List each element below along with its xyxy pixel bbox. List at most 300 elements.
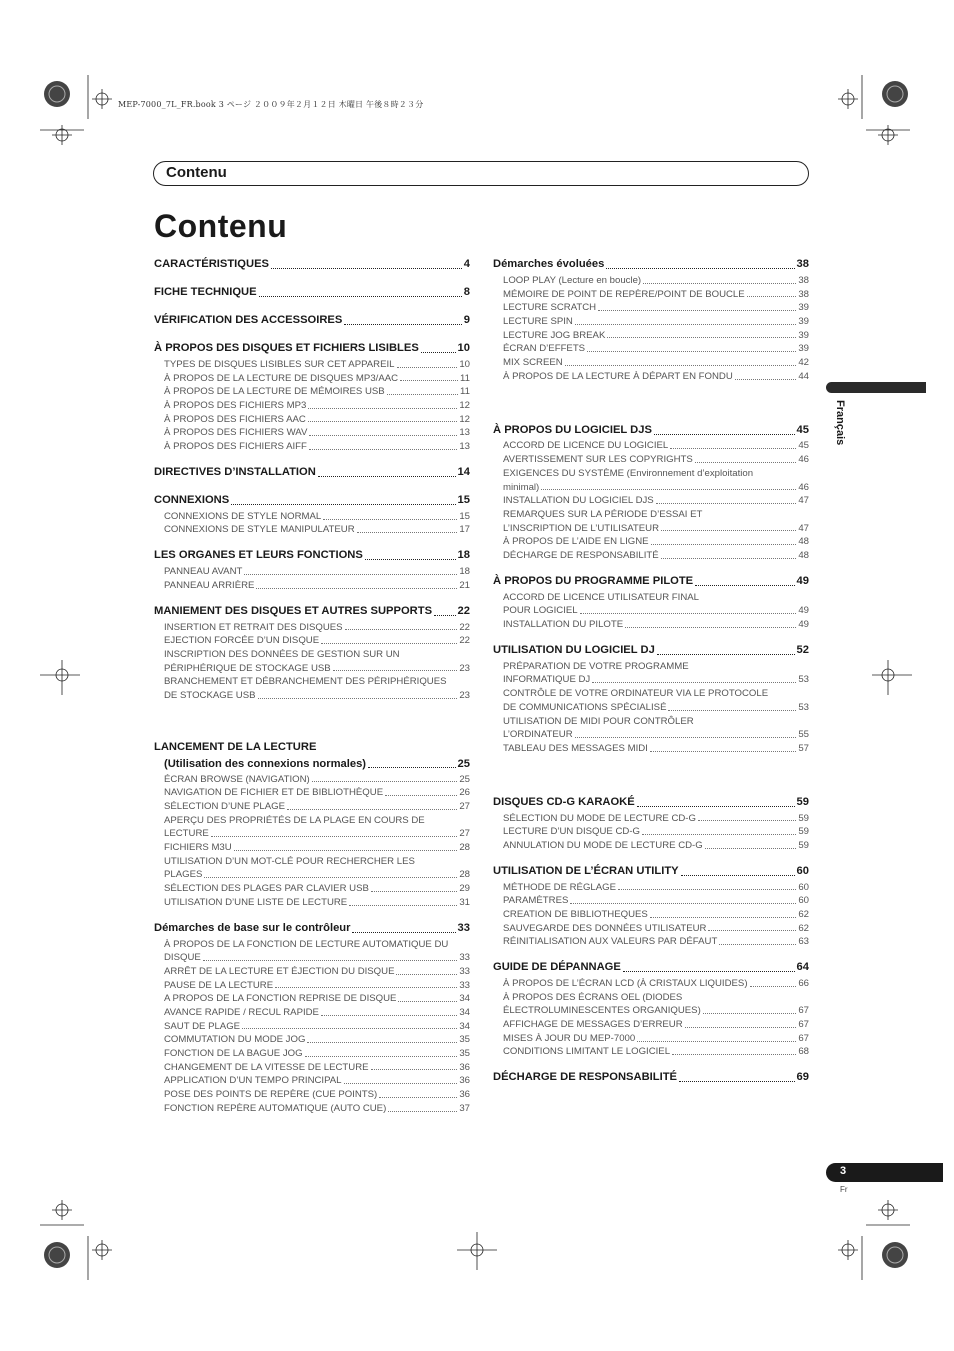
toc-entry bbox=[503, 908, 809, 922]
toc-entry-text: LECTURE SPIN bbox=[503, 316, 573, 328]
toc-entry-line: EXIGENCES DU SYSTÈME (Environnement d’exploitation bbox=[503, 467, 754, 479]
toc-entry bbox=[503, 535, 809, 549]
toc-heading-page: 18 bbox=[457, 549, 470, 562]
toc-entry-row bbox=[503, 825, 809, 839]
section-header-bar bbox=[153, 161, 809, 186]
toc-heading-title: LES ORGANES ET LEURS FONCTIONS bbox=[154, 549, 363, 562]
dot-leader bbox=[670, 448, 796, 449]
dot-leader bbox=[606, 268, 794, 269]
dot-leader bbox=[271, 268, 462, 269]
toc-entry-row bbox=[503, 274, 809, 288]
toc-entry bbox=[164, 1074, 470, 1088]
toc-entry bbox=[164, 786, 470, 800]
dot-leader bbox=[318, 476, 456, 477]
toc-entry-page: 45 bbox=[798, 440, 809, 452]
toc-entry-text: MÉTHODE DE RÉGLAGE bbox=[503, 881, 617, 893]
toc-entry-row bbox=[503, 453, 809, 467]
toc-entry bbox=[164, 1020, 470, 1034]
dot-leader bbox=[679, 1081, 795, 1082]
toc-entry-page: 39 bbox=[798, 316, 809, 328]
registration-mark-top-right bbox=[820, 75, 910, 165]
toc-section bbox=[154, 254, 470, 274]
toc-entry-text: DISQUE bbox=[164, 952, 201, 964]
toc-heading bbox=[154, 545, 470, 565]
toc-entry bbox=[164, 1006, 470, 1020]
toc-entry bbox=[503, 935, 809, 949]
page-number-badge bbox=[826, 1163, 943, 1182]
dot-leader bbox=[203, 960, 458, 961]
toc-entry bbox=[164, 1061, 470, 1075]
toc-heading-title: MANIEMENT DES DISQUES ET AUTRES SUPPORTS bbox=[154, 604, 433, 617]
toc-entry-row bbox=[164, 827, 470, 841]
dot-leader bbox=[357, 532, 458, 533]
toc-entry bbox=[503, 687, 809, 714]
dot-leader bbox=[750, 986, 797, 987]
dot-leader bbox=[349, 905, 457, 906]
toc-entry-page: 55 bbox=[798, 729, 809, 741]
toc-entry bbox=[164, 896, 470, 910]
toc-entry-page: 23 bbox=[459, 689, 470, 701]
toc-entry-text: INSTALLATION DU LOGICIEL DJS bbox=[503, 495, 654, 507]
dot-leader bbox=[541, 489, 796, 490]
dot-leader bbox=[396, 974, 457, 975]
toc-entry-text: AFFICHAGE DE MESSAGES D’ERREUR bbox=[503, 1019, 683, 1031]
toc-heading bbox=[493, 640, 809, 660]
toc-entry-text: MÉMOIRE DE POINT DE REPÈRE/POINT DE BOUCLE bbox=[503, 288, 745, 300]
dot-leader bbox=[570, 903, 796, 904]
toc-entry-page: 31 bbox=[459, 896, 470, 908]
toc-entry-text: EJECTION FORCÉE D’UN DISQUE bbox=[164, 635, 320, 647]
toc-entry-line: REMARQUES SUR LA PÉRIODE D’ESSAI ET bbox=[503, 508, 703, 520]
toc-entry bbox=[503, 977, 809, 991]
toc-entry-row bbox=[503, 673, 809, 687]
toc-heading-title: (Utilisation des connexions normales) bbox=[164, 757, 367, 770]
toc-entry-row bbox=[503, 535, 809, 549]
toc-entry-row bbox=[503, 728, 809, 742]
dot-leader bbox=[661, 530, 796, 531]
toc-right-column bbox=[493, 254, 809, 1087]
toc-entry bbox=[164, 1047, 470, 1061]
dot-leader bbox=[256, 588, 457, 589]
toc-entry-page: 21 bbox=[459, 579, 470, 591]
toc-entry-row bbox=[164, 882, 470, 896]
toc-entry-page: 28 bbox=[459, 869, 470, 881]
toc-heading-title: DIRECTIVES D’INSTALLATION bbox=[154, 465, 316, 478]
toc-entry-line: APERÇU DES PROPRIÉTÉS DE LA PLAGE EN COURS DE bbox=[164, 814, 425, 826]
toc-entry-page: 29 bbox=[459, 883, 470, 895]
toc-entry-page: 11 bbox=[460, 372, 470, 384]
toc-entry bbox=[164, 979, 470, 993]
toc-heading bbox=[154, 282, 470, 302]
dot-leader bbox=[650, 751, 796, 752]
toc-entry-page: 36 bbox=[459, 1089, 470, 1101]
toc-entry-row bbox=[503, 481, 809, 495]
dot-leader bbox=[637, 806, 795, 807]
toc-entry-text: A PROPOS DE LA FONCTION REPRISE DE DISQUE bbox=[164, 993, 397, 1005]
toc-entry-text: LECTURE SCRATCH bbox=[503, 302, 597, 314]
toc-entry-row bbox=[503, 440, 809, 454]
toc-entry-page: 28 bbox=[459, 842, 470, 854]
toc-entry-text: ÉCRAN BROWSE (NAVIGATION) bbox=[164, 773, 310, 785]
toc-entry-row bbox=[164, 965, 470, 979]
toc-entry-page: 57 bbox=[798, 742, 809, 754]
toc-entry-text: SAUT DE PLAGE bbox=[164, 1020, 241, 1032]
toc-entry-row bbox=[164, 621, 470, 635]
dot-leader bbox=[368, 767, 456, 768]
toc-entry-row bbox=[503, 301, 809, 315]
dot-leader bbox=[592, 682, 796, 683]
dot-leader bbox=[308, 408, 457, 409]
toc-entry-text: FICHIERS M3U bbox=[164, 842, 232, 854]
registration-mark-mid-left bbox=[40, 660, 80, 700]
toc-entry bbox=[503, 508, 809, 535]
toc-entry-page: 42 bbox=[798, 357, 809, 369]
registration-mark-bottom-right bbox=[820, 1190, 910, 1280]
toc-section bbox=[493, 420, 809, 563]
toc-section bbox=[493, 571, 809, 632]
dot-leader bbox=[258, 698, 458, 699]
toc-entry-page: 15 bbox=[459, 510, 470, 522]
toc-entry-text: RÉINITIALISATION AUX VALEURS PAR DÉFAUT bbox=[503, 936, 718, 948]
toc-heading-title: FICHE TECHNIQUE bbox=[154, 286, 257, 298]
toc-entry-text: CHANGEMENT DE LA VITESSE DE LECTURE bbox=[164, 1061, 369, 1073]
toc-entry-line: INSCRIPTION DES DONNÉES DE GESTION SUR UN bbox=[164, 648, 400, 660]
dot-leader bbox=[211, 836, 458, 837]
dot-leader bbox=[656, 503, 797, 504]
toc-heading-page: 45 bbox=[796, 423, 809, 436]
toc-entry-page: 27 bbox=[459, 801, 470, 813]
dot-leader bbox=[387, 394, 458, 395]
toc-section bbox=[493, 1067, 809, 1087]
toc-heading-page: 9 bbox=[463, 314, 470, 326]
toc-entry-row bbox=[503, 935, 809, 949]
dot-leader bbox=[719, 944, 796, 945]
toc-entry-text: INFORMATIQUE DJ bbox=[503, 674, 591, 686]
dot-leader bbox=[312, 781, 458, 782]
toc-entry-row bbox=[164, 689, 470, 703]
toc-entry-row bbox=[164, 1020, 470, 1034]
toc-entry bbox=[503, 1018, 809, 1032]
toc-entry-row bbox=[503, 494, 809, 508]
toc-entry bbox=[164, 385, 470, 399]
toc-entry-row bbox=[164, 951, 470, 965]
toc-entry-page: 44 bbox=[798, 370, 809, 382]
dot-leader bbox=[587, 351, 796, 352]
toc-heading-page: 59 bbox=[796, 795, 809, 808]
toc-entry-page: 47 bbox=[798, 495, 809, 507]
toc-entry-row bbox=[503, 1004, 809, 1018]
dot-leader bbox=[371, 1069, 458, 1070]
toc-entry-line: À PROPOS DES ÉCRANS OEL (DIODES bbox=[503, 991, 683, 1003]
toc-entry bbox=[164, 634, 470, 648]
toc-entry-page: 10 bbox=[459, 358, 470, 370]
page-number: 3 bbox=[840, 1165, 847, 1177]
toc-entry-list bbox=[154, 565, 470, 592]
toc-entry-page: 59 bbox=[798, 839, 809, 851]
toc-heading-title: DÉCHARGE DE RESPONSABILITÉ bbox=[493, 1071, 677, 1084]
dot-leader bbox=[598, 310, 796, 311]
toc-heading bbox=[154, 918, 470, 938]
dot-leader bbox=[305, 1056, 458, 1057]
toc-entry-row bbox=[164, 841, 470, 855]
toc-entry-page: 34 bbox=[459, 993, 470, 1005]
language-tab-bar bbox=[826, 382, 926, 393]
toc-entry-row bbox=[503, 839, 809, 853]
dot-leader bbox=[637, 1041, 796, 1042]
dot-leader bbox=[625, 627, 796, 628]
toc-heading-page: 22 bbox=[457, 604, 470, 617]
toc-entry-text: minimal) bbox=[503, 481, 540, 493]
toc-entry-text: À PROPOS DES FICHIERS MP3 bbox=[164, 400, 307, 412]
toc-entry-text: AVANCE RAPIDE / RECUL RAPIDE bbox=[164, 1006, 319, 1018]
toc-entry-text: À PROPOS DE L’AIDE EN LIGNE bbox=[503, 536, 649, 548]
toc-heading bbox=[493, 571, 809, 591]
toc-entry-page: 62 bbox=[798, 922, 809, 934]
toc-entry-row bbox=[164, 896, 470, 910]
toc-entry-list bbox=[493, 977, 809, 1059]
toc-entry-row bbox=[503, 549, 809, 563]
dot-leader bbox=[352, 932, 455, 933]
dot-leader bbox=[308, 421, 458, 422]
toc-entry-row bbox=[503, 1046, 809, 1060]
toc-entry bbox=[503, 549, 809, 563]
toc-entry-row bbox=[503, 881, 809, 895]
dot-leader bbox=[643, 283, 796, 284]
dot-leader bbox=[650, 917, 797, 918]
toc-entry-text: POSE DES POINTS DE REPÈRE (CUE POINTS) bbox=[164, 1089, 378, 1101]
dot-leader bbox=[747, 296, 797, 297]
toc-heading-title: Démarches de base sur le contrôleur bbox=[154, 921, 351, 934]
toc-entry bbox=[164, 800, 470, 814]
toc-heading-title: À PROPOS DES DISQUES ET FICHIERS LISIBLES bbox=[154, 342, 419, 354]
toc-entry-text: INSTALLATION DU PILOTE bbox=[503, 619, 624, 631]
toc-entry-text: INSERTION ET RETRAIT DES DISQUES bbox=[164, 621, 343, 633]
toc-entry bbox=[164, 358, 470, 372]
toc-heading-page: 69 bbox=[796, 1071, 809, 1084]
toc-entry-page: 53 bbox=[798, 701, 809, 713]
toc-entry-text: SÉLECTION D’UNE PLAGE bbox=[164, 801, 286, 813]
toc-entry bbox=[164, 1033, 470, 1047]
toc-entry-list bbox=[493, 274, 809, 384]
dot-leader bbox=[703, 1013, 797, 1014]
toc-entry-page: 38 bbox=[798, 274, 809, 286]
toc-entry bbox=[503, 839, 809, 853]
toc-entry bbox=[164, 372, 470, 386]
toc-entry-text: CONNEXIONS DE STYLE MANIPULATEUR bbox=[164, 524, 355, 536]
toc-entry-page: 68 bbox=[798, 1046, 809, 1058]
toc-section bbox=[154, 545, 470, 592]
toc-entry bbox=[503, 315, 809, 329]
dot-leader bbox=[623, 971, 795, 972]
toc-entry-row bbox=[503, 522, 809, 536]
toc-entry-page: 13 bbox=[459, 441, 470, 453]
toc-entry-text: À PROPOS DE LA LECTURE À DÉPART EN FONDU bbox=[503, 370, 733, 382]
toc-entry-list bbox=[154, 938, 470, 1116]
toc-section bbox=[493, 254, 809, 384]
toc-entry bbox=[503, 1046, 809, 1060]
toc-entry-row bbox=[503, 315, 809, 329]
toc-entry-row bbox=[164, 979, 470, 993]
dot-leader bbox=[575, 737, 797, 738]
toc-entry bbox=[164, 565, 470, 579]
toc-entry-line: CONTRÔLE DE VOTRE ORDINATEUR VIA LE PROTOCOLE bbox=[503, 688, 769, 700]
toc-entry-text: POUR LOGICIEL bbox=[503, 605, 578, 617]
toc-entry-row bbox=[164, 662, 470, 676]
toc-entry-text: FONCTION REPÈRE AUTOMATIQUE (AUTO CUE) bbox=[164, 1102, 387, 1114]
toc-entry-page: 26 bbox=[459, 787, 470, 799]
toc-heading-title: UTILISATION DE L’ÉCRAN UTILITY bbox=[493, 864, 679, 877]
dot-leader bbox=[231, 504, 455, 505]
dot-leader bbox=[618, 889, 796, 890]
toc-entry-page: 36 bbox=[459, 1061, 470, 1073]
toc-heading bbox=[493, 420, 809, 440]
registration-mark-mid-right bbox=[872, 660, 912, 700]
toc-entry bbox=[164, 855, 470, 882]
dot-leader bbox=[434, 615, 455, 616]
toc-entry-row bbox=[503, 288, 809, 302]
toc-heading-page: 52 bbox=[796, 643, 809, 656]
toc-entry bbox=[164, 992, 470, 1006]
toc-entry-row bbox=[164, 510, 470, 524]
toc-entry bbox=[164, 510, 470, 524]
dot-leader bbox=[242, 1028, 457, 1029]
toc-entry-row bbox=[503, 356, 809, 370]
toc-entry-page: 63 bbox=[798, 936, 809, 948]
toc-entry-text: PANNEAU ARRIÈRE bbox=[164, 579, 255, 591]
dot-leader bbox=[259, 296, 462, 297]
toc-heading-page: 64 bbox=[796, 961, 809, 974]
toc-entry-page: 66 bbox=[798, 978, 809, 990]
toc-section bbox=[493, 957, 809, 1059]
dot-leader bbox=[421, 352, 456, 353]
toc-entry bbox=[503, 342, 809, 356]
toc-entry-page: 48 bbox=[798, 549, 809, 561]
toc-entry-text: ARRÊT DE LA LECTURE ET ÉJECTION DU DISQUE bbox=[164, 965, 395, 977]
toc-entry bbox=[164, 1088, 470, 1102]
dot-leader bbox=[365, 559, 456, 560]
toc-entry-text: CREATION DE BIBLIOTHEQUES bbox=[503, 908, 648, 920]
toc-left-column bbox=[154, 254, 470, 1116]
dot-leader bbox=[661, 558, 797, 559]
toc-entry-text: NAVIGATION DE FICHIER ET DE BIBLIOTHÈQUE bbox=[164, 787, 384, 799]
toc-entry bbox=[503, 825, 809, 839]
toc-entry-page: 36 bbox=[459, 1075, 470, 1087]
toc-entry-text: MIX SCREEN bbox=[503, 357, 563, 369]
toc-entry-list bbox=[154, 621, 470, 703]
dot-leader bbox=[681, 875, 795, 876]
dot-leader bbox=[321, 1015, 457, 1016]
toc-entry-row bbox=[503, 742, 809, 756]
toc-heading-page: 15 bbox=[457, 493, 470, 506]
toc-entry-page: 33 bbox=[459, 965, 470, 977]
toc-entry-page: 12 bbox=[459, 413, 470, 425]
toc-entry bbox=[503, 660, 809, 687]
toc-entry bbox=[503, 356, 809, 370]
toc-entry bbox=[164, 621, 470, 635]
toc-entry-text: LECTURE JOG BREAK bbox=[503, 329, 606, 341]
toc-section bbox=[154, 601, 470, 703]
toc-entry-text: PARAMÈTRES bbox=[503, 895, 569, 907]
toc-entry bbox=[164, 440, 470, 454]
toc-heading-page: 38 bbox=[796, 258, 809, 270]
toc-entry-row bbox=[503, 812, 809, 826]
toc-entry-row bbox=[164, 1088, 470, 1102]
dot-leader bbox=[275, 987, 457, 988]
toc-entry bbox=[164, 399, 470, 413]
toc-heading bbox=[493, 861, 809, 881]
book-meta: MEP-7000_7L_FR.book 3 ページ ２００９年２月１２日 木曜日 午後８時２３分 bbox=[118, 100, 424, 109]
toc-entry-line: PRÉPARATION DE VOTRE PROGRAMME bbox=[503, 660, 689, 672]
toc-heading bbox=[154, 310, 470, 330]
toc-entry-page: 23 bbox=[459, 662, 470, 674]
dot-leader bbox=[642, 834, 796, 835]
toc-heading-page: 14 bbox=[457, 465, 470, 478]
toc-entry-text: PANNEAU AVANT bbox=[164, 566, 243, 578]
dot-leader bbox=[575, 324, 796, 325]
toc-entry-row bbox=[164, 1047, 470, 1061]
toc-entry-text: CONDITIONS LIMITANT LE LOGICIEL bbox=[503, 1046, 671, 1058]
toc-entry-text: LECTURE D’UN DISQUE CD-G bbox=[503, 826, 640, 838]
toc-entry-page: 35 bbox=[459, 1048, 470, 1060]
dot-leader bbox=[708, 930, 796, 931]
toc-entry-text: TABLEAU DES MESSAGES MIDI bbox=[503, 742, 648, 754]
toc-entry-row bbox=[164, 372, 470, 386]
toc-heading bbox=[154, 601, 470, 621]
dot-leader bbox=[244, 574, 457, 575]
toc-entry-text: À PROPOS DE LA LECTURE DE MÉMOIRES USB bbox=[164, 386, 385, 398]
toc-entry bbox=[164, 426, 470, 440]
registration-mark-bottom-left bbox=[40, 1190, 130, 1280]
toc-entry-line: UTILISATION D’UN MOT-CLÉ POUR RECHERCHER LES bbox=[164, 855, 415, 867]
toc-heading-page: 10 bbox=[457, 342, 470, 354]
dot-leader bbox=[385, 795, 457, 796]
toc-heading-title: CARACTÉRISTIQUES bbox=[154, 258, 269, 270]
section-header-label: Contenu bbox=[166, 164, 227, 181]
toc-entry-page: 60 bbox=[798, 881, 809, 893]
toc-heading bbox=[154, 462, 470, 482]
toc-entry-row bbox=[164, 579, 470, 593]
dot-leader bbox=[668, 710, 796, 711]
toc-entry-page: 34 bbox=[459, 1006, 470, 1018]
toc-entry-page: 33 bbox=[459, 952, 470, 964]
dot-leader bbox=[234, 850, 458, 851]
toc-heading bbox=[154, 338, 470, 358]
toc-heading-page: 25 bbox=[457, 757, 470, 770]
toc-heading-title: GUIDE DE DÉPANNAGE bbox=[493, 961, 621, 974]
dot-leader bbox=[321, 643, 457, 644]
toc-entry bbox=[164, 1102, 470, 1116]
toc-heading-title: À PROPOS DU PROGRAMME PILOTE bbox=[493, 574, 694, 587]
dot-leader bbox=[685, 1027, 797, 1028]
toc-entry bbox=[164, 882, 470, 896]
toc-entry-page: 49 bbox=[798, 605, 809, 617]
dot-leader bbox=[651, 544, 797, 545]
toc-heading-title: DISQUES CD-G KARAOKÉ bbox=[493, 795, 635, 808]
toc-entry-row bbox=[503, 604, 809, 618]
toc-entry-line: UTILISATION DE MIDI POUR CONTRÔLER bbox=[503, 715, 694, 727]
toc-section bbox=[154, 282, 470, 302]
toc-entry-text: MISES À JOUR DU MEP-7000 bbox=[503, 1032, 636, 1044]
toc-entry-text: ACCORD DE LICENCE DU LOGICIEL bbox=[503, 440, 669, 452]
toc-entry bbox=[503, 618, 809, 632]
toc-entry-row bbox=[164, 413, 470, 427]
toc-heading bbox=[154, 490, 470, 510]
toc-entry-page: 35 bbox=[459, 1034, 470, 1046]
toc-entry bbox=[503, 494, 809, 508]
toc-entry-page: 18 bbox=[459, 566, 470, 578]
toc-entry-list bbox=[493, 591, 809, 632]
page-lang-code: Fr bbox=[840, 1185, 848, 1194]
